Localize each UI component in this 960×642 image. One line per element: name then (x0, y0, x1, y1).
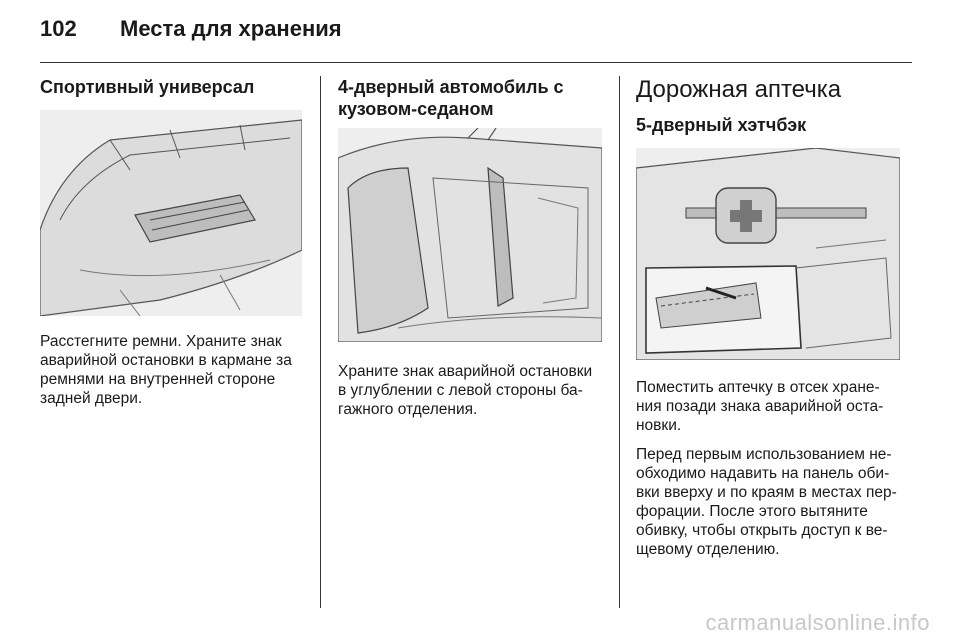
section-heading-sport-wagon: Спортивный универсал (40, 77, 255, 97)
paragraph-first-aid-1: Поместить аптечку в отсек хране-ния позади знака аварийной оста-новки. (636, 379, 884, 434)
subheading-hatchback: 5-дверный хэтчбэк (636, 115, 807, 135)
section-heading-first-aid: Дорожная аптечка (636, 76, 842, 103)
paragraph-first-aid-2: Перед первым использованием не-обходимо надавить на панель оби-вки вверху и по краям в местах пер-форации. После этого вытяните обивку, чтобы открыть доступ к ве-щевому отделению. (636, 446, 897, 558)
column-divider-2 (619, 76, 620, 608)
paragraph-sport-wagon: Расстегните ремни. Храните знак аварийной остановки в кармане за ремнями на внутренней стороне задней двери. (40, 333, 292, 407)
section-heading-sedan: 4-дверный автомобиль с кузовом-седаном (338, 77, 564, 119)
column-sport-wagon (40, 76, 302, 408)
column-divider-1 (320, 76, 321, 608)
watermark: carmanualsonline.info (705, 610, 930, 635)
page-header (40, 14, 912, 63)
column-first-aid-kit (636, 76, 900, 559)
first-aid-illustration (636, 148, 900, 360)
figure-first-aid-compartment (636, 148, 900, 360)
figure-trunk-recess (338, 128, 602, 342)
tailgate-illustration (40, 110, 302, 316)
paragraph-sedan: Храните знак аварийной остановки в углублении с левой стороны ба-гажного отделения. (338, 363, 593, 418)
column-sedan (338, 76, 602, 419)
figure-tailgate-pocket (40, 110, 302, 316)
chapter-title: Места для хранения (120, 16, 342, 41)
page-number: 102 (40, 16, 77, 41)
trunk-illustration (338, 128, 602, 342)
